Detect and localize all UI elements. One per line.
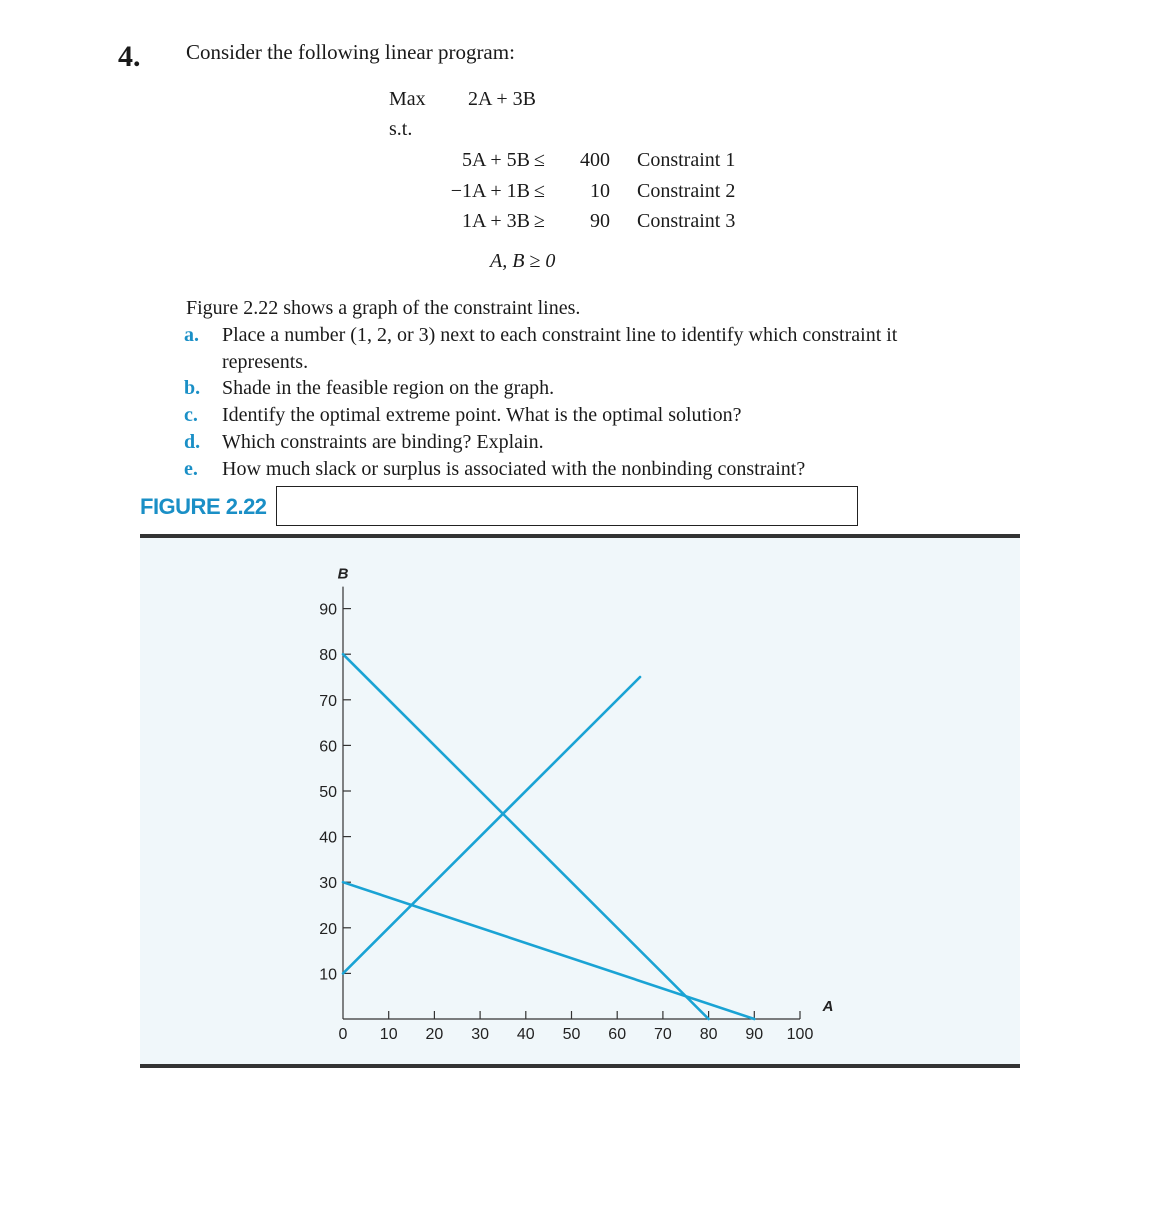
x-axis-title: A	[822, 998, 834, 1015]
task-a-text: Place a number (1, 2, or 3) next to each constraint line to identify which constraint it	[222, 324, 898, 346]
x-tick-label: 80	[699, 1026, 718, 1043]
x-tick-label: 60	[608, 1026, 627, 1043]
task-a-cont: represents.	[222, 351, 309, 373]
x-tick-label: 70	[654, 1026, 672, 1043]
constraint-3-rhs: 90	[590, 210, 610, 232]
max-label: Max	[389, 88, 426, 110]
task-e-text: How much slack or surplus is associated with the nonbinding constraint?	[222, 458, 806, 480]
constraint-line-3	[343, 882, 754, 1019]
constraint-2-op: ≤	[534, 180, 545, 202]
nonnegativity: A, B ≥ 0	[490, 250, 556, 272]
y-tick-label: 70	[319, 692, 337, 710]
task-a-letter: a.	[184, 324, 199, 346]
tick-labels	[319, 566, 833, 1043]
objective: 2A + 3B	[468, 88, 536, 110]
y-tick-label: 20	[319, 920, 337, 938]
task-b-letter: b.	[184, 377, 201, 399]
constraint-2-lhs: −1A + 1B	[450, 180, 530, 202]
x-tick-label: 30	[471, 1026, 489, 1043]
y-axis-title: B	[337, 565, 349, 583]
y-tick-label: 30	[319, 875, 337, 893]
constraint-1-name: Constraint 1	[637, 149, 736, 171]
constraint-line-1	[343, 654, 709, 1019]
constraint-1-rhs: 400	[580, 149, 610, 171]
x-tick-label: 90	[745, 1026, 764, 1043]
task-c-text: Identify the optimal extreme point. What is the optimal solution?	[222, 404, 742, 426]
task-c-letter: c.	[184, 404, 198, 426]
st-label: s.t.	[389, 118, 413, 140]
constraint-3-name: Constraint 3	[637, 210, 736, 232]
constraint-1-op: ≤	[534, 149, 545, 171]
y-tick-label: 40	[319, 829, 337, 847]
task-b-text: Shade in the feasible region on the graph.	[222, 377, 555, 399]
x-tick-label: 100	[786, 1026, 814, 1043]
figure-label: FIGURE 2.22	[140, 494, 267, 519]
constraint-chart	[140, 538, 1020, 1064]
y-tick-label: 10	[319, 966, 337, 984]
question-number: 4.	[118, 40, 141, 73]
constraint-lines	[343, 654, 754, 1019]
question-intro: Consider the following linear program:	[186, 40, 515, 64]
task-lead: Figure 2.22 shows a graph of the constraint lines.	[186, 297, 581, 319]
task-d-letter: d.	[184, 431, 201, 453]
origin-label: 0	[338, 1026, 348, 1043]
constraint-line-2	[343, 677, 640, 973]
axes	[343, 587, 800, 1019]
constraint-2-rhs: 10	[590, 180, 610, 202]
constraint-3-lhs: 1A + 3B	[462, 210, 530, 232]
y-tick-label: 50	[319, 784, 337, 801]
y-tick-label: 80	[319, 647, 337, 665]
constraint-1-lhs: 5A + 5B	[462, 149, 530, 171]
figure-bottom-rule	[140, 1064, 1020, 1068]
constraint-3-op: ≥	[534, 210, 545, 232]
figure-caption-box	[276, 486, 858, 526]
task-d-text: Which constraints are binding? Explain.	[222, 431, 544, 453]
x-tick-label: 20	[425, 1026, 444, 1043]
y-tick-label: 90	[319, 601, 337, 619]
x-tick-label: 40	[516, 1026, 535, 1043]
x-tick-label: 10	[379, 1026, 398, 1043]
constraint-2-name: Constraint 2	[637, 180, 736, 202]
x-tick-label: 50	[562, 1026, 581, 1043]
y-tick-label: 60	[319, 738, 337, 756]
task-e-letter: e.	[184, 458, 198, 480]
